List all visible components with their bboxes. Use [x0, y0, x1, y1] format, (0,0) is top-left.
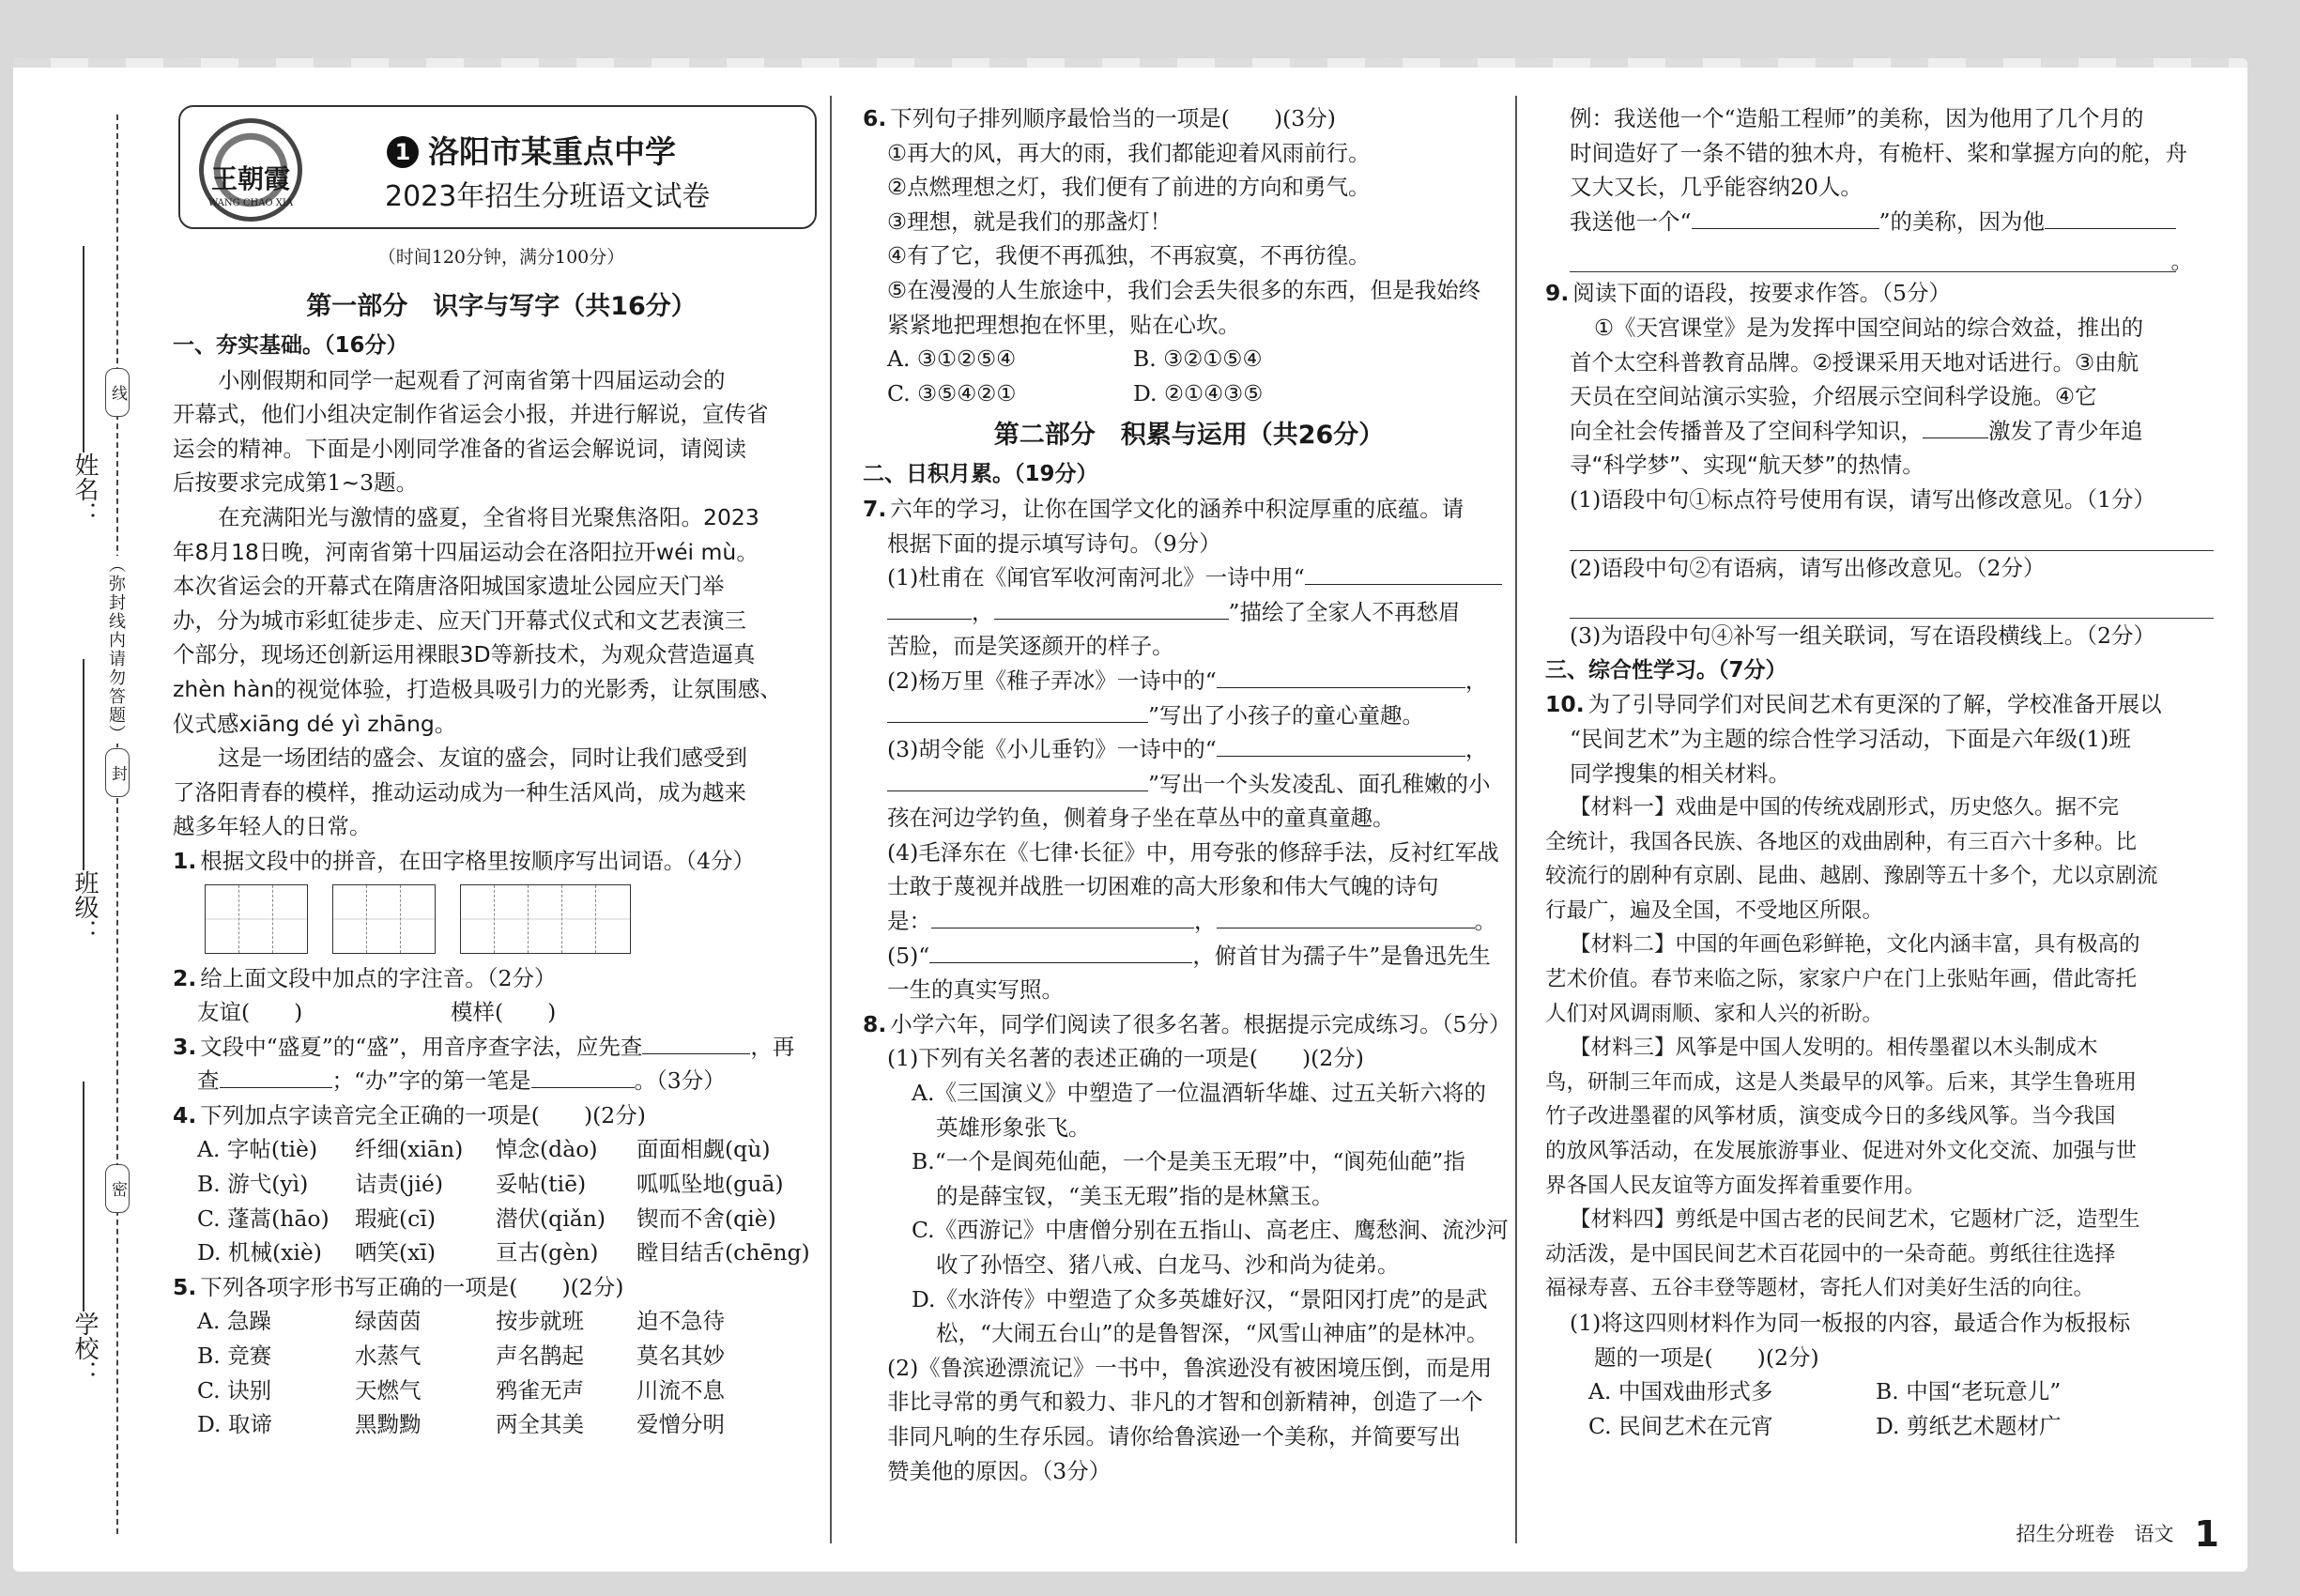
text-line: 动活泼，是中国民间艺术百花园中的一朵奇葩。剪纸往往选择 [1545, 1241, 2116, 1266]
option-cell: 水蒸气 [355, 1343, 422, 1370]
q7-blank[interactable] [887, 595, 972, 620]
paper-number: 1 [387, 136, 419, 168]
question-1: 1. 根据文段中的拼音，在田字格里按顺序写出词语。（4分） [173, 847, 755, 874]
option-cell: 潜伏(qiǎn) [496, 1205, 606, 1232]
option-cell: 天燃气 [355, 1376, 422, 1404]
section-1-title: 一、夯实基础。（16分） [173, 333, 408, 358]
option-cell: C. 蓬蒿(hāo) [197, 1205, 330, 1232]
q2-answers[interactable]: 友谊( ) 模样( ) [197, 999, 557, 1026]
material-2: 【材料二】中国的年画色彩鲜艳，文化内涵丰富，具有极高的 [1570, 932, 2140, 958]
question-4: 4. 下列加点字读音完全正确的一项是( )(2分) [173, 1101, 646, 1128]
option-c[interactable]: C. ③⑤④②① [887, 379, 1017, 407]
option-cell: 纤细(xiān) [355, 1136, 464, 1163]
text-line: ④有了它，我便不再孤独，不再寂寞，不再彷徨。 [887, 242, 1371, 269]
text-line: zhèn hàn的视觉体验，打造极具吸引力的光影秀，让氛围感、 [173, 675, 782, 702]
option-cell: C. 诀别 [197, 1376, 272, 1404]
text-line: 这是一场团结的盛会、友谊的盛会，同时让我们感受到 [218, 744, 747, 772]
part2-title: 第二部分 积累与运用（共26分） [993, 421, 1385, 451]
text-line: 个部分，现场还创新运用裸眼3D等新技术，为观众营造逼真 [173, 641, 756, 668]
option-b[interactable]: B. ③②①⑤④ [1133, 345, 1263, 373]
option-row[interactable] [173, 1132, 830, 1167]
question-3: 3. 文段中“盛夏”的“盛”，用音序查字法，应先查 ，再 [173, 1030, 830, 1065]
text-line: 界各国人民友谊等方面发挥着重要作用。 [1545, 1173, 1926, 1198]
q7-s3: (3)胡令能《小儿垂钓》一诗中的“ [887, 736, 1217, 763]
text-line: 后按要求完成第1~3题。 [173, 469, 419, 497]
q6-options-row [863, 376, 1515, 411]
text-line: 紧紧地把理想抱在怀里，贴在心坎。 [887, 311, 1240, 338]
option-cell: 妥帖(tiē) [496, 1171, 587, 1198]
text-line: 题的一项是( )(2分) [1594, 1343, 1819, 1371]
option-cell: 黑黝黝 [355, 1411, 422, 1438]
q7-s2: (2)杨万里《稚子弄冰》一诗中的“ [887, 667, 1217, 694]
option-cell: 川流不息 [636, 1376, 725, 1404]
q8-nickname-blank[interactable] [1692, 205, 1879, 229]
school-label: 学校： [70, 1312, 99, 1385]
option-row[interactable] [173, 1407, 830, 1442]
exam-time: （时间120分钟，满分100分） [377, 247, 625, 268]
q5-options [173, 1304, 830, 1441]
option-cell: A. 急躁 [197, 1308, 271, 1335]
option-d[interactable]: D. 剪纸艺术题材广 [1876, 1412, 2062, 1439]
option-cell: D. 机械(xiè) [197, 1239, 322, 1266]
name-label: 姓名： [70, 453, 99, 526]
option-c[interactable]: C. 民间艺术在元宵 [1588, 1412, 1773, 1439]
text-line: 开幕式，他们小组决定制作省运会小报，并进行解说，宣传省 [173, 401, 769, 428]
option-cell: 瑕疵(cī) [355, 1205, 437, 1232]
section-3-title: 三、综合性学习。（7分） [1545, 657, 1787, 683]
q6-sentences [863, 136, 1515, 343]
column-2: 6. 下列句子排列顺序最恰当的一项是( )(3分) ①再大的风，再大的雨，我们都能迎着风雨前行。 ②点燃理想之灯，我们便有了前进的方向和勇气。 ③理想，就是我们的那盏灯！ ④有了它，我便不再孤独，不再寂寞，不再彷徨。 ⑤在漫漫的人生旅途中，我们会丢失很多的东西，但是我始终 紧紧地把理想抱在怀里，贴在心坎。 A. ③①②⑤④ B. ③②①⑤④ C. ③⑤④②① D. ②①④③⑤ 第二部分 积累与运用（共26分） 二、日积月累。（19分） 7. 六年的学习，让你在国学文化的涵养中积淀厚重的底蕴。请 根据下面的提示填写诗句。（9分） (1)杜甫在《闻官军收河南河北》一诗中用“ ， ”描绘了全家人不再愁眉 苦脸，而是笑逐颜开的样子。 (2)杨万里《稚子弄冰》一诗中的“ ， ”写出了小孩子的童心童趣。 (3)胡令能《小儿垂钓》一诗中的“ ， ”写出一个头发凌乱、面孔稚嫩的小 孩在河边学钓鱼，侧着身子坐在草丛中的童真童趣。 (4)毛泽东在《七律·长征》中，用夸张的修辞手法，反衬红军战 士敢于蔑视并战胜一切困难的高大形象和伟大气魄的诗句 是： ， 。 (5)“ ，俯首甘为孺子牛”是鲁迅先生 一生的真实写照。 8. 小学六年，同学们阅读了很多名著。根据提示完成练习。（5分） (1)下列有关名著的表述正确的一项是( )(2分) A.《三国演义》中塑造了一位温酒斩华雄、过五关斩六将的 英雄形象张飞。 B.“一个是阆苑仙葩，一个是美玉无瑕”中，“阆苑仙葩”指 的是薛宝钗，“美玉无瑕”指的是林黛玉。 C.《西游记》中唐僧分别在五指山、高老庄、鹰愁涧、流沙河 收了孙悟空、猪八戒、白龙马、沙和尚为徒弟。 D.《水浒传》中塑造了众多英雄好汉，“景阳冈打虎”的是武 松，“大闹五台山”的是鲁智深，“风雪山神庙”的是林冲。 (2)《鲁滨逊漂流记》一书中，鲁滨逊没有被困境压倒，而是用 非比寻常的勇气和毅力、非凡的才智和创新精神，创造了一个 非同凡响的生存乐园。请你给鲁滨逊一个美称，并简要写出 赞美他的原因。（3分） [863, 58, 1515, 1572]
exam-header [178, 105, 817, 229]
text-line: ①再大的风，再大的雨，我们都能迎着风雨前行。 [887, 139, 1371, 166]
column-3: 例：我送他一个“造船工程师”的美称，因为他用了几个月的 时间造好了一条不错的独木舟，有桅杆、桨和掌握方向的舵，舟 又大又长，几乎能容纳20人。 我送他一个“ ”的美称，因为他 。 9. 阅读下面的语段，按要求作答。（5分） ①《天宫课堂》是为发挥中国空间站的综合效益，推出的 首个太空科普教育品牌。②授课采用天地对话进行。③由航 天员在空间站演示实验，介绍展示空间科学设施。④它 向全社会传播普及了空间科学知识， 激发了青少年追 寻“科学梦”、实现“航天梦”的热情。 (1)语段中句①标点符号使用有误，请写出修改意见。（1分） (2)语段中句②有语病，请写出修改意见。（2分） (3)为语段中句④补写一组关联词，写在语段横线上。（2分） 三、综合性学习。（7分） 10. 为了引导同学们对民间艺术有更深的了解，学校准备开展以 “民间艺术”为主题的综合性学习活动，下面是六年级(1)班 同学搜集的相关材料。 【材料一】戏曲是中国的传统戏剧形式，历史悠久。据不完 全统计，我国各民族、各地区的戏曲剧种，有三百六十多种。比 较流行的剧种有京剧、昆曲、越剧、豫剧等五十多个，尤以京剧流 行最广，遍及全国，不受地区所限。 【材料二】中国的年画色彩鲜艳，文化内涵丰富，具有极高的 艺术价值。春节来临之际，家家户户在门上张贴年画，借此寄托 人们对风调雨顺、家和人兴的祈盼。 【材料三】风筝是中国人发明的。相传墨翟以木头制成木 鸟，研制三年而成，这是人类最早的风筝。后来，其学生鲁班用 竹子改进墨翟的风筝材质，演变成今日的多线风筝。当今我国 的放风筝活动，在发展旅游事业、促进对外文化交流、加强与世 界各国人民友谊等方面发挥着重要作用。 【材料四】剪纸是中国古老的民间艺术，它题材广泛，造型生 动活泼，是中国民间艺术百花园中的一朵奇葩。剪纸往往选择 福禄寿喜、五谷丰登等题材，寄托人们对美好生活的向往。 (1)将这四则材料作为同一板报的内容，最适合作为板报标 题的一项是( )(2分) A. 中国戏曲形式多 B. 中国“老玩意儿” C. 民间艺术在元宵 D. 剪纸艺术题材广 [1545, 58, 2214, 1572]
option-cell: 两全其美 [496, 1411, 584, 1438]
q9-sub1: (1)语段中句①标点符号使用有误，请写出修改意见。（1分） [1570, 485, 2155, 513]
text-line: 本次省运会的开幕式在隋唐洛阳城国家遗址公园应天门举 [173, 573, 725, 600]
binding-margin [13, 58, 163, 1572]
class-field[interactable] [83, 659, 84, 870]
text-line: 运会的精神。下面是小刚同学准备的省运会解说词，请阅读 [173, 435, 746, 462]
answer-line[interactable] [1570, 238, 2176, 272]
text-line: 在充满阳光与激情的盛夏，全省将目光聚焦洛阳。2023 [218, 503, 759, 530]
text-line: 例：我送他一个“造船工程师”的美称，因为他用了几个月的 [1570, 105, 2144, 131]
option-a[interactable]: A. 中国戏曲形式多 [1588, 1378, 1773, 1405]
text-line: 首个太空科普教育品牌。②授课采用天地对话进行。③由航 [1570, 348, 2139, 376]
q7-blank[interactable] [929, 939, 1192, 963]
option-row[interactable] [173, 1235, 830, 1270]
q7-blank[interactable] [887, 698, 1148, 723]
text-line: 根据下面的提示填写诗句。（9分） [887, 529, 1221, 557]
material-3: 【材料三】风筝是中国人发明的。相传墨翟以木头制成木 [1570, 1036, 2098, 1061]
section-2-title: 二、日积月累。（19分） [863, 462, 1098, 487]
q10-sub1: (1)将这四则材料作为同一板报的内容，最适合作为板报标 [1570, 1310, 2131, 1336]
text-line: 非比寻常的勇气和毅力、非凡的才智和创新精神，创造了一个 [887, 1389, 1483, 1416]
text-line: 英雄形象张飞。 [936, 1113, 1091, 1141]
class-label: 班级： [70, 870, 99, 944]
q9-sub3: (3)为语段中句④补写一组关联词，写在语段横线上。（2分） [1570, 622, 2155, 650]
intro [173, 363, 830, 500]
char-box-group[interactable] [460, 884, 631, 954]
q9-conjunction-blank[interactable] [1923, 414, 1988, 438]
option-cell: B. 游弋(yì) [197, 1171, 309, 1198]
question-6: 6. 下列句子排列顺序最恰当的一项是( )(3分) [863, 105, 1336, 131]
part1-title: 第一部分 识字与写字（共16分） [306, 292, 697, 321]
text-line: 的是薛宝钗，“美玉无瑕”指的是林黛玉。 [936, 1182, 1334, 1209]
text-line: 全统计，我国各民族、各地区的戏曲剧种，有三百六十多种。比 [1545, 829, 2138, 854]
passage [173, 500, 830, 844]
text-line: 福禄寿喜、五谷丰登等题材，寄托人们对美好生活的向往。 [1545, 1276, 2095, 1301]
text-line: 又大又长，几乎能容纳20人。 [1570, 174, 1863, 201]
text-line: 行最广，遍及全国，不受地区所限。 [1545, 898, 1884, 923]
option-cell: 爱憎分明 [636, 1411, 725, 1438]
option-b[interactable]: B.“一个是阆苑仙葩，一个是美玉无瑕”中，“阆苑仙葩”指 [912, 1148, 1465, 1175]
text-line: (1)下列有关名著的表述正确的一项是( )(2分) [887, 1045, 1364, 1072]
option-d[interactable]: D.《水浒传》中塑造了众多英雄好汉，“景阳冈打虎”的是武 [912, 1285, 1488, 1312]
q9-sub2: (2)语段中句②有语病，请写出修改意见。（2分） [1570, 554, 2046, 581]
brand-logo [199, 118, 302, 222]
text-line: 的放风筝活动，在发展旅游事业、促进对外文化交流、加强与世 [1545, 1139, 2138, 1164]
question-2: 2. 给上面文段中加点的字注音。（2分） [173, 964, 557, 991]
text-line: “民间艺术”为主题的综合性学习活动，下面是六年级(1)班 [1570, 725, 2131, 752]
q7-blank[interactable] [1305, 560, 1502, 585]
footer-label: 招生分班卷 语文 [2016, 1523, 2174, 1545]
text-line: 艺术价值。春节来临之际，家家户户在门上张贴年画，借此寄托 [1545, 967, 2138, 992]
q6-options-row [863, 342, 1515, 376]
q8-options [863, 1076, 1515, 1351]
option-d[interactable]: D. ②①④③⑤ [1133, 379, 1264, 407]
text-line: 较流行的剧种有京剧、昆曲、越剧、豫剧等五十多个，尤以京剧流 [1545, 864, 2158, 889]
logo-sub: WANG CHAO XIA [207, 198, 294, 208]
option-cell: A. 字帖(tiè) [197, 1136, 318, 1163]
column-divider [830, 96, 832, 1543]
q8-reason-blank[interactable] [2045, 205, 2176, 229]
option-cell: D. 取谛 [197, 1411, 272, 1438]
option-cell: 鸦雀无声 [496, 1376, 584, 1404]
text-line: 一生的真实写照。 [887, 976, 1064, 1004]
option-row[interactable] [173, 1202, 830, 1236]
text-line: ①《天宫课堂》是为发挥中国空间站的综合效益，推出的 [1594, 314, 2144, 341]
q7-blank[interactable] [931, 904, 1194, 928]
secret-tag: 密 [105, 1164, 130, 1213]
material-4: 【材料四】剪纸是中国古老的民间艺术，它题材广泛，造型生 [1570, 1207, 2140, 1233]
text-line: 赞美他的原因。（3分） [887, 1457, 1112, 1484]
line-tag: 线 [105, 368, 130, 417]
logo-brand: 王朝霞 [211, 163, 291, 194]
school-field[interactable] [83, 1082, 84, 1312]
question-9: 9. 阅读下面的语段，按要求作答。（5分） [1545, 280, 1951, 307]
q7-blank[interactable] [1217, 904, 1475, 928]
text-line: 天员在空间站演示实验，介绍展示空间科学设施。④它 [1570, 383, 2097, 410]
seal-tag: 封 [105, 748, 130, 797]
option-row[interactable] [173, 1339, 830, 1373]
option-row[interactable] [173, 1304, 830, 1339]
option-cell: 莫名其妙 [636, 1343, 725, 1370]
seal-note: （弥封线内请勿答题） [103, 556, 128, 744]
q3-blank-1[interactable] [642, 1030, 750, 1054]
question-3-line2: 查 ；“办”字的第一笔是 。（3分） [173, 1064, 830, 1098]
exam-title: 2023年招生分班语文试卷 [385, 180, 711, 213]
option-cell: 诘责(jié) [355, 1171, 444, 1198]
option-cell: 面面相觑(qù) [636, 1136, 771, 1163]
q4-options [173, 1132, 830, 1269]
option-cell: 声名鹊起 [496, 1343, 584, 1370]
column-1 [173, 58, 830, 1572]
text-line: 越多年轻人的日常。 [173, 813, 372, 840]
option-cell: 迫不急待 [636, 1308, 725, 1335]
q7-blank[interactable] [1217, 732, 1465, 757]
text-line: 时间造好了一条不错的独木舟，有桅杆、桨和掌握方向的舵，舟 [1570, 139, 2187, 166]
text-line: 年8月18日晚，河南省第十四届运动会在洛阳拉开wéi mù。 [173, 538, 759, 565]
option-cell: 瞠目结舌(chēng) [636, 1239, 810, 1266]
column-divider [1515, 96, 1517, 1543]
text-line: 了洛阳青春的模样，推动运动成为一种生活风尚，成为越来 [173, 778, 746, 806]
option-cell: 哂笑(xī) [355, 1239, 437, 1266]
question-5: 5. 下列各项字形书写正确的一项是( )(2分) [173, 1273, 624, 1300]
option-a[interactable]: A.《三国演义》中塑造了一位温酒斩华雄、过五关斩六将的 [912, 1080, 1486, 1107]
text-line: (4)毛泽东在《七律·长征》中，用夸张的修辞手法，反衬红军战 [887, 838, 1499, 866]
material-1: 【材料一】戏曲是中国的传统戏剧形式，历史悠久。据不完 [1570, 795, 2120, 821]
text-line: 竹子改进墨翟的风筝材质，演变成今日的多线风筝。当今我国 [1545, 1104, 2116, 1129]
option-cell: 悼念(dào) [496, 1136, 598, 1163]
page-footer [2016, 1513, 2219, 1555]
seal-dashed-line [116, 115, 118, 1534]
option-cell: 亘古(gèn) [496, 1239, 599, 1266]
q7-s1: (1)杜甫在《闻官军收河南河北》一诗中用“ [887, 564, 1305, 591]
text-line: (2)《鲁滨逊漂流记》一书中，鲁滨逊没有被困境压倒，而是用 [887, 1354, 1493, 1381]
option-cell: 按步就班 [496, 1308, 584, 1335]
page-number: 1 [2194, 1513, 2219, 1555]
option-c[interactable]: C.《西游记》中唐僧分别在五指山、高老庄、鹰愁涧、流沙河 [912, 1217, 1509, 1244]
option-cell: 呱呱坠地(guā) [636, 1171, 784, 1198]
option-row[interactable] [173, 1373, 830, 1408]
option-row[interactable] [173, 1167, 830, 1202]
exam-page [13, 58, 2247, 1572]
text-line: 人们对风调雨顺、家和人兴的祈盼。 [1545, 1001, 1884, 1026]
text-line: 松，“大闹五台山”的是鲁智深，“风雪山神庙”的是林冲。 [936, 1320, 1489, 1347]
option-b[interactable]: B. 中国“老玩意儿” [1876, 1378, 2062, 1405]
option-cell: B. 竞赛 [197, 1343, 272, 1370]
option-cell: 绿茵茵 [355, 1308, 422, 1335]
school-name: 洛阳市某重点中学 [428, 133, 676, 170]
text-line: 仪式感xiāng dé yì zhāng。 [173, 710, 457, 737]
q7-blank[interactable] [994, 595, 1229, 620]
option-a[interactable]: A. ③①②⑤④ [887, 345, 1017, 373]
question-10: 10. 为了引导同学们对民间艺术有更深的了解，学校准备开展以 [1545, 691, 2162, 718]
option-cell: 锲而不舍(qiè) [636, 1205, 776, 1232]
q3-blank-3[interactable] [531, 1064, 635, 1088]
name-field[interactable] [83, 246, 84, 453]
text-line: 小刚假期和同学一起观看了河南省第十四届运动会的 [218, 366, 726, 393]
text-line: 鸟，研制三年而成，这是人类最早的风筝。后来，其学生鲁班用 [1545, 1069, 2138, 1095]
text-line: 收了孙悟空、猪八戒、白龙马、沙和尚为徒弟。 [936, 1251, 1400, 1278]
question-7: 7. 六年的学习，让你在国学文化的涵养中积淀厚重的底蕴。请 [863, 495, 1464, 522]
text-line: ③理想，就是我们的那盏灯！ [887, 207, 1173, 235]
text-line: 寻“科学梦”、实现“航天梦”的热情。 [1570, 452, 1924, 479]
text-line: 苦脸，而是笑逐颜开的样子。 [887, 633, 1174, 660]
materials [1545, 790, 2214, 1306]
text-line: 办，分为城市彩虹徒步走、应天门开幕式仪式和文艺表演三 [173, 606, 746, 634]
answer-line[interactable] [1570, 517, 2214, 551]
text-line: ②点燃理想之灯，我们便有了前进的方向和勇气。 [887, 174, 1371, 201]
text-line: 孩在河边学钓鱼，侧着身子坐在草丛中的童真童趣。 [887, 805, 1395, 832]
q9-passage: ①《天宫课堂》是为发挥中国空间站的综合效益，推出的 首个太空科普教育品牌。②授课采用天地对话进行。③由航 天员在空间站演示实验，介绍展示空间科学设施。④它 向全社会传播普及了空间科学知识， 激发了青少年追 寻“科学梦”、实现“航天梦”的热情。 [1545, 311, 2214, 483]
text-line: ⑤在漫漫的人生旅途中，我们会丢失很多的东西，但是我始终 [887, 276, 1481, 303]
question-8: 8. 小学六年，同学们阅读了很多名著。根据提示完成练习。（5分） [863, 1010, 1511, 1037]
tianzige-grid[interactable] [205, 884, 830, 954]
char-box-group[interactable] [332, 884, 436, 954]
answer-line[interactable] [1570, 585, 2214, 619]
q7-blank[interactable] [1217, 664, 1465, 688]
text-line: 非同凡响的生存乐园。请你给鲁滨逊一个美称，并简要写出 [887, 1422, 1461, 1450]
text-line: 同学搜集的相关材料。 [1570, 760, 1790, 787]
q3-blank-2[interactable] [220, 1064, 332, 1088]
q7-blank[interactable] [887, 767, 1148, 791]
char-box-group[interactable] [205, 884, 308, 954]
text-line: 士敢于蔑视并战胜一切困难的高大形象和伟大气魄的诗句 [887, 873, 1439, 900]
